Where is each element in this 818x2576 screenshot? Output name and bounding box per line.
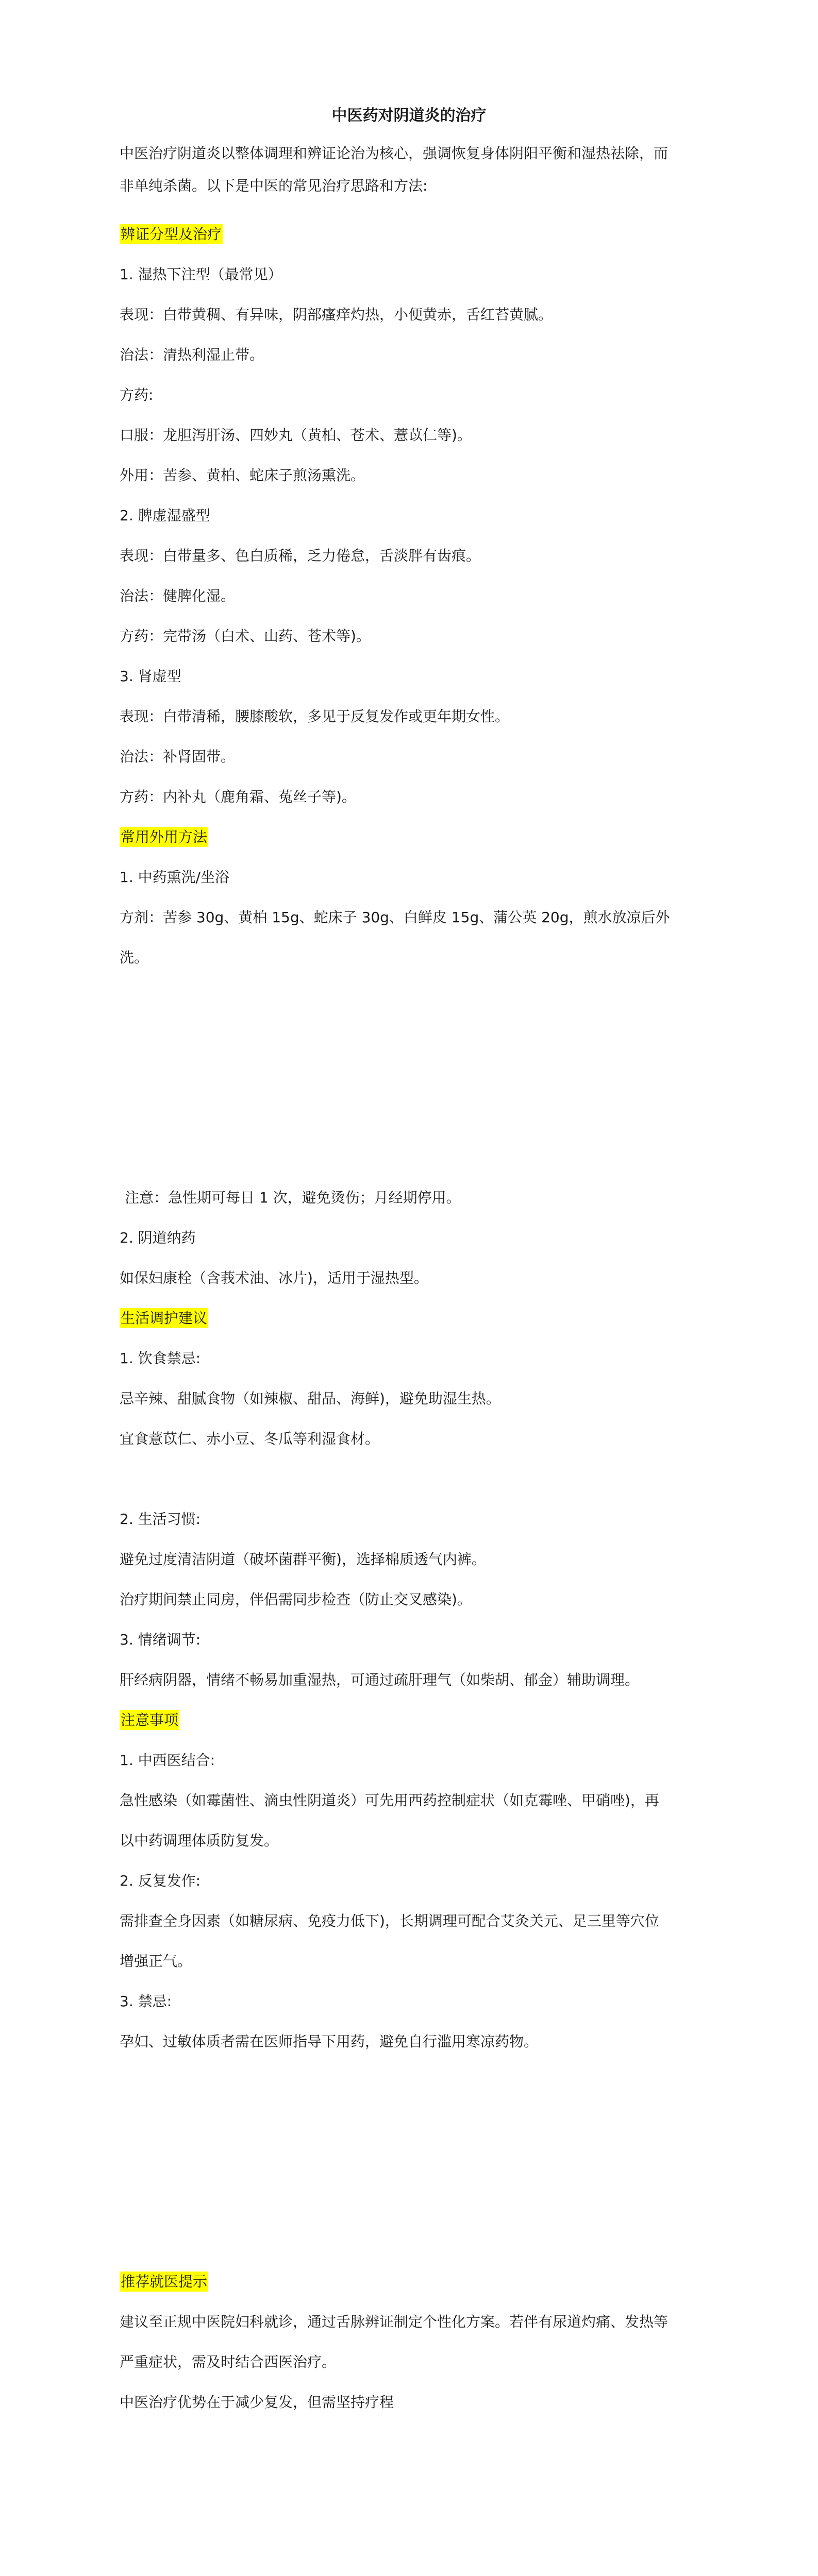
combine-text: 以中药调理体质防复发。 (120, 1832, 279, 1849)
highlighted-heading: 常用外用方法 (120, 827, 208, 847)
highlighted-heading: 辨证分型及治疗 (120, 224, 223, 244)
external-item2-text: 如保妇康栓（含莪术油、冰片)，适用于湿热型。 (120, 1269, 428, 1286)
recurrence-text: 需排查全身因素（如糖尿病、免疫力低下)，长期调理可配合艾灸关元、足三里等穴位 (120, 1912, 659, 1929)
type3-title: 3. 肾虚型 (120, 668, 181, 685)
type1-symptoms: 表现：白带黄稠、有异味，阴部瘙痒灼热，小便黄赤，舌红苔黄腻。 (120, 306, 553, 323)
type1-treatment: 治法：清热利湿止带。 (120, 346, 264, 363)
type2-title: 2. 脾虚湿盛型 (120, 507, 210, 524)
type1-external: 外用：苦参、黄柏、蛇床子煎汤熏洗。 (120, 467, 365, 484)
intro-line: 非单纯杀菌。以下是中医的常见治疗思路和方法: (120, 177, 428, 194)
section-heading-external (120, 827, 208, 848)
advice-text: 严重症状，需及时结合西医治疗。 (120, 2353, 337, 2370)
combine-title: 1. 中西医结合: (120, 1752, 215, 1769)
type1-title: 1. 湿热下注型（最常见） (120, 266, 282, 283)
diet-recommend: 宜食薏苡仁、赤小豆、冬瓜等利湿食材。 (120, 1430, 380, 1447)
diet-title: 1. 饮食禁忌: (120, 1350, 201, 1367)
highlighted-heading: 注意事项 (120, 1710, 179, 1730)
advice-final: 中医治疗优势在于减少复发，但需坚持疗程 (120, 2394, 394, 2411)
advice-text: 建议至正规中医院妇科就诊，通过舌脉辨证制定个性化方案。若伴有尿道灼痛、发热等 (120, 2313, 669, 2330)
taboo-text: 孕妇、过敏体质者需在医师指导下用药，避免自行滥用寒凉药物。 (120, 2033, 539, 2050)
type3-treatment: 治法：补肾固带。 (120, 748, 236, 765)
habits-title: 2. 生活习惯: (120, 1511, 201, 1528)
emotion-title: 3. 情绪调节: (120, 1631, 201, 1648)
emotion-text: 肝经病阴器，情绪不畅易加重湿热，可通过疏肝理气（如柴胡、郁金）辅助调理。 (120, 1671, 640, 1688)
type2-treatment: 治法：健脾化湿。 (120, 587, 236, 604)
external-item1-title: 1. 中药熏洗/坐浴 (120, 869, 230, 886)
diet-avoid: 忌辛辣、甜腻食物（如辣椒、甜品、海鲜)，避免助湿生热。 (120, 1390, 500, 1407)
external-item1-note: 注意：急性期可每日 1 次，避免烫伤；月经期停用。 (125, 1189, 461, 1206)
habits-line: 治疗期间禁止同房，伴侣需同步检查（防止交叉感染)。 (120, 1591, 472, 1608)
highlighted-heading: 生活调护建议 (120, 1308, 208, 1328)
type3-symptoms: 表现：白带清稀，腰膝酸软，多见于反复发作或更年期女性。 (120, 708, 510, 725)
combine-text: 急性感染（如霉菌性、滴虫性阴道炎）可先用西药控制症状（如克霉唑、甲硝唑)，再 (120, 1792, 659, 1809)
habits-line: 避免过度清洁阴道（破坏菌群平衡)，选择棉质透气内裤。 (120, 1551, 486, 1568)
recurrence-text: 增强正气。 (120, 1953, 192, 1970)
taboo-title: 3. 禁忌: (120, 1993, 172, 2010)
recurrence-title: 2. 反复发作: (120, 1872, 201, 1889)
external-item2-title: 2. 阴道纳药 (120, 1229, 196, 1246)
page-title: 中医药对阴道炎的治疗 (331, 107, 487, 125)
external-item1-formula: 方剂：苦参 30g、黄柏 15g、蛇床子 30g、白鲜皮 15g、蒲公英 20g，煎水放凉后外 (120, 909, 670, 926)
section-heading-precautions (120, 1710, 179, 1731)
type1-oral: 口服：龙胆泻肝汤、四妙丸（黄柏、苍术、薏苡仁等)。 (120, 427, 472, 444)
section-heading-advice (120, 2272, 208, 2292)
highlighted-heading: 推荐就医提示 (120, 2272, 208, 2292)
type2-formula: 方药：完带汤（白术、山药、苍术等)。 (120, 628, 371, 645)
external-item1-formula: 洗。 (120, 949, 149, 966)
intro-line: 中医治疗阴道炎以整体调理和辨证论治为核心，强调恢复身体阴阳平衡和湿热祛除，而 (120, 145, 669, 162)
type3-formula: 方药：内补丸（鹿角霜、菟丝子等)。 (120, 788, 356, 805)
type2-symptoms: 表现：白带量多、色白质稀，乏力倦怠，舌淡胖有齿痕。 (120, 547, 481, 564)
section-heading-syndromes (120, 224, 223, 245)
section-heading-lifestyle (120, 1308, 208, 1329)
type1-formula-label: 方药: (120, 386, 154, 403)
